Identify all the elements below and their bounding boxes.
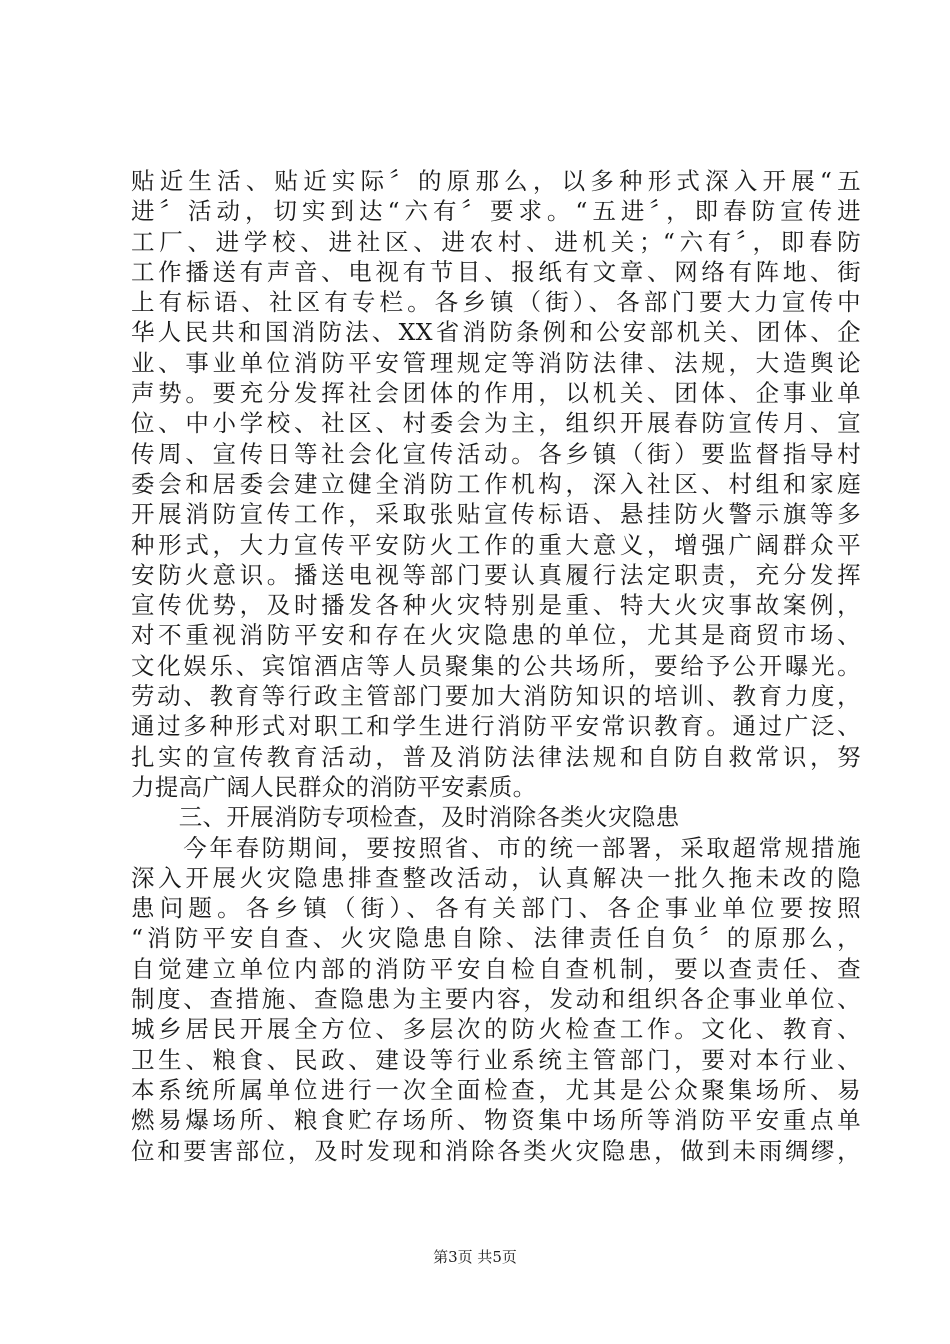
text-line-1: 贴近生活、贴近实际〞的原那么，以多种形式深入开展“五 [131, 167, 861, 195]
text-line-2: 进〞活动，切实到达“六有〞要求。“五进〞，即春防宣传进 [131, 197, 861, 226]
page-footer: 第3页 共5页 [433, 1248, 517, 1266]
text-line-28: 制度、查措施、查隐患为主要内容，发动和组织各企事业单位、 [131, 985, 861, 1014]
text-line-27: 自觉建立单位内部的消防平安自检自查机制，要以查责任、查 [131, 954, 861, 983]
text-line-6: 华人民共和国消防法、XX省消防条例和公安部机关、团体、企 [131, 318, 861, 347]
text-line-10: 传周、宣传日等社会化宣传活动。各乡镇（街）要监督指导村 [131, 439, 861, 468]
text-line-4: 工作播送有声音、电视有节目、报纸有文章、网络有阵地、街 [131, 257, 861, 286]
text-line-18: 劳动、教育等行政主管部门要加大消防知识的培训、教育力度， [131, 682, 861, 711]
text-line-19: 通过多种形式对职工和学生进行消防平安常识教育。通过广泛、 [131, 712, 861, 741]
text-line-31: 本系统所属单位进行一次全面检查，尤其是公众聚集场所、易 [131, 1075, 861, 1104]
section-heading: 三、开展消防专项检查，及时消除各类火灾隐患 [131, 803, 680, 832]
text-line-9: 位、中小学校、社区、村委会为主，组织开展春防宣传月、宣 [131, 409, 861, 438]
text-line-32: 燃易爆场所、粮食贮存场所、物资集中场所等消防平安重点单 [131, 1106, 861, 1135]
text-line-12: 开展消防宣传工作，采取张贴宣传标语、悬挂防火警示旗等多 [131, 500, 861, 529]
text-line-8: 声势。要充分发挥社会团体的作用，以机关、团体、企事业单 [131, 379, 861, 408]
text-line-33: 位和要害部位，及时发现和消除各类火灾隐患，做到未雨绸缪， [131, 1136, 861, 1165]
text-line-16: 对不重视消防平安和存在火灾隐患的单位，尤其是商贸市场、 [131, 621, 861, 650]
text-line-5: 上有标语、社区有专栏。各乡镇（街）、各部门要大力宣传中 [131, 288, 861, 317]
body-text [131, 166, 861, 1166]
text-line-15: 宣传优势，及时播发各种火灾特别是重、特大火灾事故案例， [131, 591, 861, 620]
text-line-24: 深入开展火灾隐患排查整改活动，认真解决一批久拖未改的隐 [131, 863, 861, 892]
text-line-23: 今年春防期间，要按照省、市的统一部署，采取超常规措施 [131, 833, 861, 862]
text-line-3: 工厂、进学校、进社区、进农村、进机关；“六有〞，即春防 [131, 227, 861, 256]
text-line-17: 文化娱乐、宾馆酒店等人员聚集的公共场所，要给予公开曝光。 [131, 651, 861, 680]
text-line-20: 扎实的宣传教育活动，普及消防法律法规和自防自救常识，努 [131, 742, 861, 771]
text-line-21: 力提高广阔人民群众的消防平安素质。 [131, 772, 537, 801]
text-line-25: 患问题。各乡镇（街）、各有关部门、各企事业单位要按照 [131, 894, 861, 923]
text-line-26: “消防平安自查、火灾隐患自除、法律责任自负〞的原那么， [131, 924, 861, 953]
text-line-7: 业、事业单位消防平安管理规定等消防法律、法规，大造舆论 [131, 348, 861, 377]
text-line-14: 安防火意识。播送电视等部门要认真履行法定职责，充分发挥 [131, 560, 861, 589]
text-line-29: 城乡居民开展全方位、多层次的防火检查工作。文化、教育、 [131, 1015, 861, 1044]
text-line-30: 卫生、粮食、民政、建设等行业系统主管部门，要对本行业、 [131, 1045, 861, 1074]
text-line-13: 种形式，大力宣传平安防火工作的重大意义，增强广阔群众平 [131, 530, 861, 559]
text-line-11: 委会和居委会建立健全消防工作机构，深入社区、村组和家庭 [131, 469, 861, 498]
